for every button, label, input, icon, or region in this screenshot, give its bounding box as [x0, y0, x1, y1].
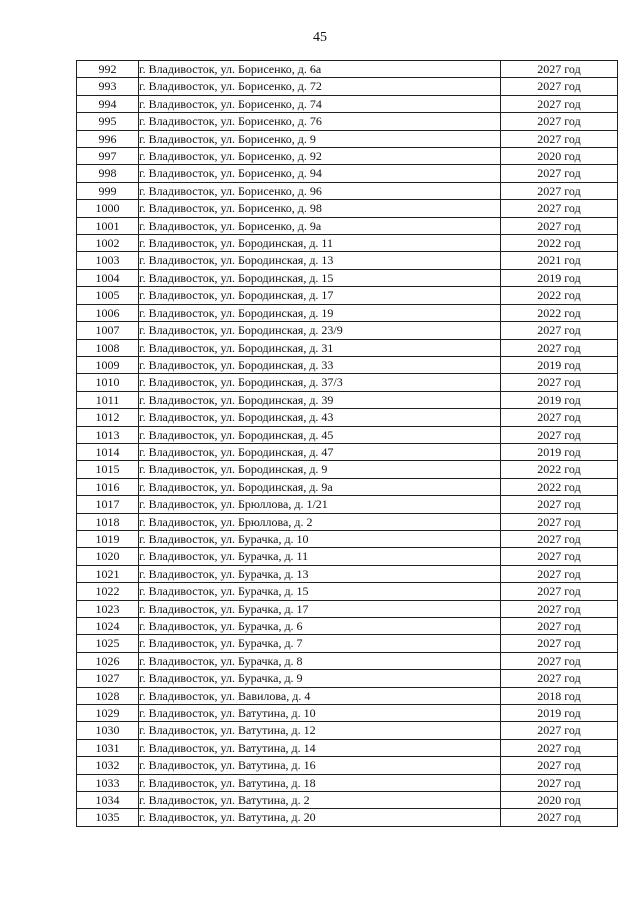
address-cell: г. Владивосток, ул. Бородинская, д. 23/9	[139, 322, 501, 339]
table-row	[77, 757, 618, 774]
year-cell: 2027 год	[501, 217, 618, 234]
table-row	[77, 687, 618, 704]
address-cell: г. Владивосток, ул. Бородинская, д. 43	[139, 409, 501, 426]
row-number-cell: 1009	[77, 356, 139, 373]
year-cell: 2027 год	[501, 530, 618, 547]
table-row	[77, 739, 618, 756]
address-cell: г. Владивосток, ул. Борисенко, д. 94	[139, 165, 501, 182]
address-cell: г. Владивосток, ул. Ватутина, д. 2	[139, 792, 501, 809]
year-cell: 2021 год	[501, 252, 618, 269]
address-cell: г. Владивосток, ул. Бородинская, д. 47	[139, 443, 501, 460]
year-cell: 2019 год	[501, 443, 618, 460]
table-row	[77, 600, 618, 617]
address-cell: г. Владивосток, ул. Борисенко, д. 72	[139, 78, 501, 95]
year-cell: 2027 год	[501, 95, 618, 112]
address-cell: г. Владивосток, ул. Ватутина, д. 12	[139, 722, 501, 739]
year-cell: 2027 год	[501, 426, 618, 443]
table-row	[77, 217, 618, 234]
row-number-cell: 1023	[77, 600, 139, 617]
table-body	[77, 61, 618, 827]
row-number-cell: 1027	[77, 670, 139, 687]
address-cell: г. Владивосток, ул. Ватутина, д. 14	[139, 739, 501, 756]
table-row	[77, 339, 618, 356]
table-row	[77, 722, 618, 739]
row-number-cell: 1029	[77, 705, 139, 722]
address-cell: г. Владивосток, ул. Бородинская, д. 37/3	[139, 374, 501, 391]
address-cell: г. Владивосток, ул. Борисенко, д. 96	[139, 182, 501, 199]
year-cell: 2020 год	[501, 792, 618, 809]
table-row	[77, 635, 618, 652]
table-row	[77, 95, 618, 112]
year-cell: 2027 год	[501, 600, 618, 617]
row-number-cell: 1014	[77, 443, 139, 460]
row-number-cell: 995	[77, 113, 139, 130]
address-schedule-table	[76, 60, 618, 827]
table-row	[77, 252, 618, 269]
row-number-cell: 1004	[77, 269, 139, 286]
table-row	[77, 287, 618, 304]
table-row	[77, 705, 618, 722]
address-cell: г. Владивосток, ул. Бурачка, д. 10	[139, 530, 501, 547]
year-cell: 2027 год	[501, 635, 618, 652]
address-cell: г. Владивосток, ул. Бородинская, д. 9а	[139, 478, 501, 495]
year-cell: 2019 год	[501, 391, 618, 408]
table-row	[77, 443, 618, 460]
table-row	[77, 61, 618, 78]
address-cell: г. Владивосток, ул. Бурачка, д. 11	[139, 548, 501, 565]
table-row	[77, 130, 618, 147]
row-number-cell: 1032	[77, 757, 139, 774]
year-cell: 2027 год	[501, 513, 618, 530]
row-number-cell: 1015	[77, 461, 139, 478]
table-row	[77, 235, 618, 252]
table-row	[77, 652, 618, 669]
address-cell: г. Владивосток, ул. Бородинская, д. 39	[139, 391, 501, 408]
year-cell: 2027 год	[501, 739, 618, 756]
row-number-cell: 1003	[77, 252, 139, 269]
year-cell: 2022 год	[501, 235, 618, 252]
address-cell: г. Владивосток, ул. Бурачка, д. 15	[139, 583, 501, 600]
address-cell: г. Владивосток, ул. Борисенко, д. 98	[139, 200, 501, 217]
year-cell: 2027 год	[501, 652, 618, 669]
table-row	[77, 670, 618, 687]
table-row	[77, 182, 618, 199]
address-cell: г. Владивосток, ул. Бурачка, д. 7	[139, 635, 501, 652]
table-row	[77, 148, 618, 165]
row-number-cell: 1006	[77, 304, 139, 321]
year-cell: 2027 год	[501, 565, 618, 582]
table-row	[77, 565, 618, 582]
table-row	[77, 583, 618, 600]
year-cell: 2019 год	[501, 356, 618, 373]
row-number-cell: 1011	[77, 391, 139, 408]
address-cell: г. Владивосток, ул. Бородинская, д. 11	[139, 235, 501, 252]
year-cell: 2027 год	[501, 774, 618, 791]
year-cell: 2020 год	[501, 148, 618, 165]
address-cell: г. Владивосток, ул. Бородинская, д. 13	[139, 252, 501, 269]
year-cell: 2027 год	[501, 409, 618, 426]
row-number-cell: 993	[77, 78, 139, 95]
row-number-cell: 1033	[77, 774, 139, 791]
address-cell: г. Владивосток, ул. Бурачка, д. 17	[139, 600, 501, 617]
table-row	[77, 774, 618, 791]
address-cell: г. Владивосток, ул. Бурачка, д. 9	[139, 670, 501, 687]
row-number-cell: 992	[77, 61, 139, 78]
year-cell: 2027 год	[501, 61, 618, 78]
row-number-cell: 1012	[77, 409, 139, 426]
year-cell: 2027 год	[501, 583, 618, 600]
table-row	[77, 461, 618, 478]
table-row	[77, 548, 618, 565]
address-cell: г. Владивосток, ул. Брюллова, д. 2	[139, 513, 501, 530]
year-cell: 2022 год	[501, 478, 618, 495]
table-row	[77, 513, 618, 530]
year-cell: 2027 год	[501, 113, 618, 130]
address-cell: г. Владивосток, ул. Ватутина, д. 20	[139, 809, 501, 826]
year-cell: 2022 год	[501, 461, 618, 478]
table-row	[77, 304, 618, 321]
address-cell: г. Владивосток, ул. Борисенко, д. 9а	[139, 217, 501, 234]
table-row	[77, 809, 618, 826]
year-cell: 2027 год	[501, 165, 618, 182]
row-number-cell: 1018	[77, 513, 139, 530]
row-number-cell: 1020	[77, 548, 139, 565]
table-row	[77, 322, 618, 339]
address-cell: г. Владивосток, ул. Бородинская, д. 9	[139, 461, 501, 478]
year-cell: 2027 год	[501, 670, 618, 687]
address-cell: г. Владивосток, ул. Бородинская, д. 33	[139, 356, 501, 373]
row-number-cell: 1024	[77, 618, 139, 635]
address-cell: г. Владивосток, ул. Бородинская, д. 15	[139, 269, 501, 286]
row-number-cell: 998	[77, 165, 139, 182]
row-number-cell: 1034	[77, 792, 139, 809]
year-cell: 2022 год	[501, 287, 618, 304]
year-cell: 2019 год	[501, 705, 618, 722]
row-number-cell: 996	[77, 130, 139, 147]
row-number-cell: 1019	[77, 530, 139, 547]
row-number-cell: 1000	[77, 200, 139, 217]
year-cell: 2027 год	[501, 182, 618, 199]
address-cell: г. Владивосток, ул. Бородинская, д. 31	[139, 339, 501, 356]
row-number-cell: 1016	[77, 478, 139, 495]
address-cell: г. Владивосток, ул. Ватутина, д. 18	[139, 774, 501, 791]
table-row	[77, 113, 618, 130]
year-cell: 2022 год	[501, 304, 618, 321]
row-number-cell: 1008	[77, 339, 139, 356]
row-number-cell: 1002	[77, 235, 139, 252]
row-number-cell: 1022	[77, 583, 139, 600]
address-cell: г. Владивосток, ул. Бородинская, д. 45	[139, 426, 501, 443]
table-row	[77, 478, 618, 495]
table-row	[77, 165, 618, 182]
row-number-cell: 1010	[77, 374, 139, 391]
row-number-cell: 1001	[77, 217, 139, 234]
year-cell: 2027 год	[501, 548, 618, 565]
address-cell: г. Владивосток, ул. Вавилова, д. 4	[139, 687, 501, 704]
table-row	[77, 530, 618, 547]
row-number-cell: 1035	[77, 809, 139, 826]
table-row	[77, 391, 618, 408]
address-cell: г. Владивосток, ул. Бородинская, д. 17	[139, 287, 501, 304]
row-number-cell: 1030	[77, 722, 139, 739]
row-number-cell: 994	[77, 95, 139, 112]
address-cell: г. Владивосток, ул. Бородинская, д. 19	[139, 304, 501, 321]
year-cell: 2027 год	[501, 496, 618, 513]
address-cell: г. Владивосток, ул. Бурачка, д. 6	[139, 618, 501, 635]
address-cell: г. Владивосток, ул. Борисенко, д. 76	[139, 113, 501, 130]
address-cell: г. Владивосток, ул. Борисенко, д. 92	[139, 148, 501, 165]
year-cell: 2027 год	[501, 757, 618, 774]
table-row	[77, 200, 618, 217]
address-cell: г. Владивосток, ул. Брюллова, д. 1/21	[139, 496, 501, 513]
year-cell: 2018 год	[501, 687, 618, 704]
row-number-cell: 1017	[77, 496, 139, 513]
year-cell: 2027 год	[501, 374, 618, 391]
address-cell: г. Владивосток, ул. Ватутина, д. 16	[139, 757, 501, 774]
row-number-cell: 1031	[77, 739, 139, 756]
row-number-cell: 1013	[77, 426, 139, 443]
year-cell: 2027 год	[501, 200, 618, 217]
table-row	[77, 496, 618, 513]
year-cell: 2027 год	[501, 809, 618, 826]
page-number: 45	[313, 30, 327, 45]
table-row	[77, 409, 618, 426]
year-cell: 2027 год	[501, 618, 618, 635]
row-number-cell: 1005	[77, 287, 139, 304]
address-cell: г. Владивосток, ул. Борисенко, д. 74	[139, 95, 501, 112]
table-row	[77, 269, 618, 286]
address-cell: г. Владивосток, ул. Борисенко, д. 9	[139, 130, 501, 147]
year-cell: 2027 год	[501, 339, 618, 356]
address-cell: г. Владивосток, ул. Бурачка, д. 8	[139, 652, 501, 669]
year-cell: 2027 год	[501, 78, 618, 95]
table-row	[77, 356, 618, 373]
table-row	[77, 374, 618, 391]
row-number-cell: 1021	[77, 565, 139, 582]
table-row	[77, 426, 618, 443]
row-number-cell: 999	[77, 182, 139, 199]
table-row	[77, 78, 618, 95]
year-cell: 2027 год	[501, 130, 618, 147]
table-row	[77, 618, 618, 635]
row-number-cell: 1025	[77, 635, 139, 652]
row-number-cell: 1028	[77, 687, 139, 704]
row-number-cell: 997	[77, 148, 139, 165]
table-row	[77, 792, 618, 809]
row-number-cell: 1007	[77, 322, 139, 339]
year-cell: 2027 год	[501, 722, 618, 739]
address-cell: г. Владивосток, ул. Борисенко, д. 6а	[139, 61, 501, 78]
year-cell: 2027 год	[501, 322, 618, 339]
address-cell: г. Владивосток, ул. Бурачка, д. 13	[139, 565, 501, 582]
year-cell: 2019 год	[501, 269, 618, 286]
row-number-cell: 1026	[77, 652, 139, 669]
address-cell: г. Владивосток, ул. Ватутина, д. 10	[139, 705, 501, 722]
